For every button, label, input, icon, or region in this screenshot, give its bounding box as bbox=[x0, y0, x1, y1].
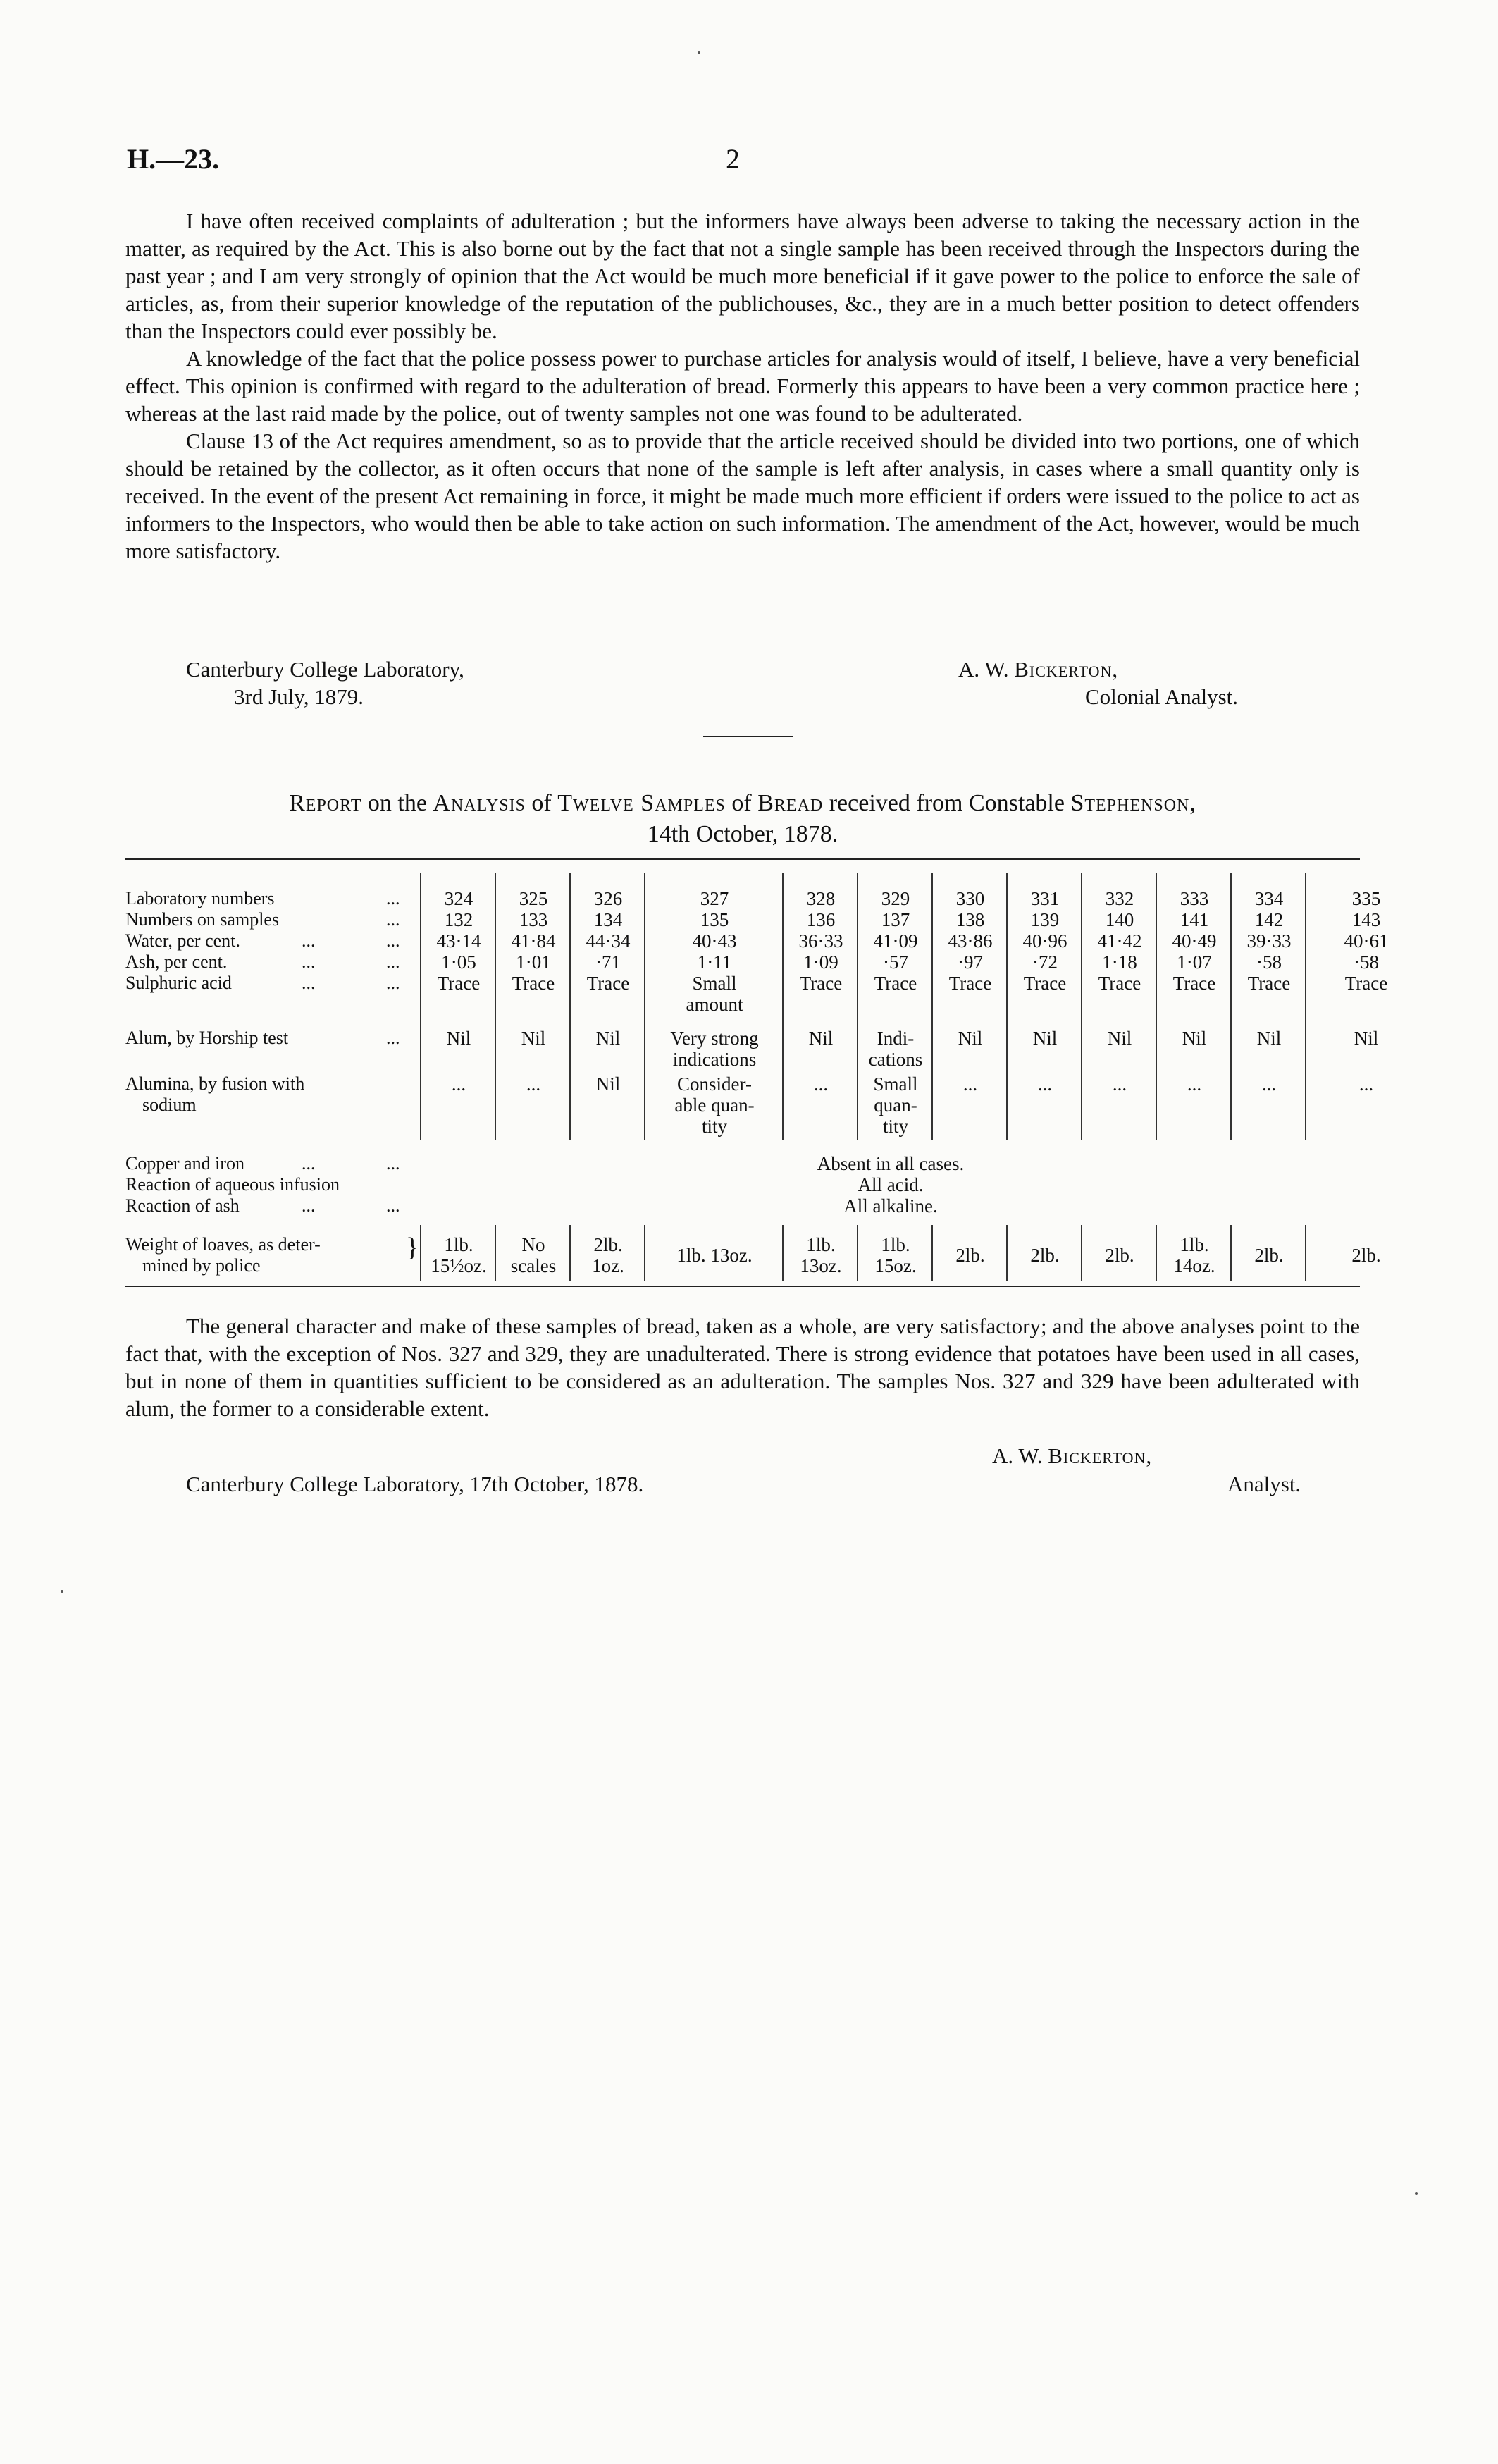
table-cell-sample: 136 bbox=[806, 909, 836, 930]
table-cell-alum: Nil bbox=[958, 1028, 983, 1049]
table-cell-sample: 134 bbox=[593, 909, 623, 930]
row-label-copper: Copper and iron ... ... bbox=[125, 1153, 400, 1174]
table-cell-sulph: Small bbox=[692, 973, 737, 994]
table-cell-weight2: 14oz. bbox=[1173, 1255, 1215, 1276]
table-cell-ash: ·57 bbox=[883, 951, 908, 973]
table-cell-sample: 132 bbox=[444, 909, 473, 930]
table-cell-lab: 334 bbox=[1254, 888, 1284, 909]
table-cell-water: 40·61 bbox=[1344, 930, 1389, 951]
table-cell-lab: 325 bbox=[519, 888, 548, 909]
signature-place: Canterbury College Laboratory, bbox=[186, 657, 464, 682]
table-cell-water: 40·96 bbox=[1022, 930, 1067, 951]
table-cell-water: 44·34 bbox=[586, 930, 631, 951]
table-cell-water: 43·86 bbox=[948, 930, 993, 951]
scan-speck bbox=[698, 51, 700, 54]
table-cell-alumina: Nil bbox=[595, 1073, 621, 1095]
signature2-name: A. W. Bickerton, bbox=[992, 1443, 1153, 1468]
table-cell-weight: 1lb. bbox=[1180, 1234, 1209, 1255]
table-cell-alum: Nil bbox=[446, 1028, 471, 1049]
table-cell-lab: 324 bbox=[444, 888, 473, 909]
table-cell-ash: 1·05 bbox=[441, 951, 476, 973]
table-cell-sample: 139 bbox=[1030, 909, 1060, 930]
table-cell-weight: 2lb. bbox=[1105, 1245, 1134, 1266]
table-cell-alum: Nil bbox=[808, 1028, 834, 1049]
table-cell-alum: Nil bbox=[595, 1028, 621, 1049]
table-cell-sulph: Trace bbox=[437, 973, 481, 994]
table-cell-weight2: 13oz. bbox=[800, 1255, 842, 1276]
table-cell-sulph: Trace bbox=[1172, 973, 1216, 994]
report-title: Report on the Analysis of Twelve Samples of Bread received from Constable Stephenson, 14th October, 1878. bbox=[125, 788, 1360, 850]
table-top-rule bbox=[125, 858, 1360, 860]
table-cell-weight: 2lb. bbox=[1254, 1245, 1284, 1266]
table-cell-lab: 333 bbox=[1180, 888, 1209, 909]
row-label-water: Water, per cent. ... ... bbox=[125, 930, 400, 951]
letter-body bbox=[125, 207, 1360, 565]
table-cell-alumina2: able quan- bbox=[674, 1095, 755, 1116]
table-cell-weight2: 15oz. bbox=[874, 1255, 917, 1276]
paragraph: Clause 13 of the Act requires amendment, so as to provide that the article received should be divided into two portions, one of which should be retained by the collector, as it often occurs that none of the sample is left after analysis, in cases where a small quantity only is received. In the event of the present Act remaining in force, it might be made much more efficient if orders were issued to the police to act as informers to the Inspectors, who would then be able to take action on such information. The amendment of the Act, however, would be much more satisfactory. bbox=[125, 429, 1360, 563]
table-cell-alum2: indications bbox=[672, 1049, 757, 1070]
table-cell-weight: 1lb. bbox=[806, 1234, 836, 1255]
table-cell-water: 39·33 bbox=[1246, 930, 1292, 951]
table-cell-weight: 2lb. bbox=[1030, 1245, 1060, 1266]
table-cell-lab: 328 bbox=[806, 888, 836, 909]
table-cell-sulph: Trace bbox=[1098, 973, 1141, 994]
table-cell-ash: 1·07 bbox=[1177, 951, 1212, 973]
table-cell-lab: 329 bbox=[881, 888, 910, 909]
table-cell-sample: 143 bbox=[1351, 909, 1381, 930]
table-cell-alum: Nil bbox=[1256, 1028, 1282, 1049]
table-cell-lab: 326 bbox=[593, 888, 623, 909]
span-reaction-aqueous: All acid. bbox=[858, 1174, 924, 1195]
row-label-alumina-2: sodium bbox=[142, 1095, 197, 1115]
table-cell-sulph: Trace bbox=[1344, 973, 1388, 994]
row-label-reaction-ash: Reaction of ash ... ... bbox=[125, 1195, 400, 1216]
row-label-alum: Alum, by Horship test ... bbox=[125, 1028, 400, 1048]
table-cell-sample: 135 bbox=[700, 909, 729, 930]
page-number: 2 bbox=[726, 143, 740, 175]
row-label-alumina: Alumina, by fusion with bbox=[125, 1073, 305, 1094]
table-cell-sulph: Trace bbox=[874, 973, 917, 994]
row-label-sulph: Sulphuric acid ... ... bbox=[125, 973, 400, 993]
table-cell-alum: Indi- bbox=[877, 1028, 915, 1049]
table-cell-alumina: ... bbox=[1187, 1073, 1202, 1095]
table-cell-sulph: Trace bbox=[512, 973, 555, 994]
table-cell-alum: Nil bbox=[1354, 1028, 1379, 1049]
document-code: H.—23. bbox=[127, 143, 220, 175]
table-cell-weight2: 15½oz. bbox=[431, 1255, 487, 1276]
table-cell-sample: 133 bbox=[519, 909, 548, 930]
table-cell-ash: 1·09 bbox=[803, 951, 838, 973]
table-cell-lab: 335 bbox=[1351, 888, 1381, 909]
table-cell-water: 41·84 bbox=[511, 930, 556, 951]
table-cell-alum: Nil bbox=[521, 1028, 546, 1049]
table-cell-ash: 1·01 bbox=[516, 951, 551, 973]
table-cell-sulph2: amount bbox=[686, 994, 743, 1015]
row-label-lab: Laboratory numbers ... bbox=[125, 888, 400, 908]
row-label-weight-2: mined by police bbox=[142, 1255, 261, 1276]
table-cell-ash: ·58 bbox=[1256, 951, 1282, 973]
table-cell-weight: 1lb. bbox=[444, 1234, 473, 1255]
table-cell-sulph: Trace bbox=[1247, 973, 1291, 994]
row-label-ash: Ash, per cent. ... ... bbox=[125, 951, 400, 972]
table-cell-water: 41·42 bbox=[1097, 930, 1142, 951]
table-cell-lab: 331 bbox=[1030, 888, 1060, 909]
table-cell-alumina: ... bbox=[451, 1073, 466, 1095]
table-cell-sample: 137 bbox=[881, 909, 910, 930]
table-cell-ash: ·72 bbox=[1032, 951, 1058, 973]
signature2-place-date: Canterbury College Laboratory, 17th October, 1878. bbox=[186, 1472, 644, 1496]
table-cell-alumina2: quan- bbox=[874, 1095, 917, 1116]
table-bottom-rule bbox=[125, 1286, 1360, 1287]
table-cell-weight: 2lb. bbox=[1351, 1245, 1381, 1266]
row-label-samples: Numbers on samples ... bbox=[125, 909, 400, 930]
signature-date: 3rd July, 1879. bbox=[234, 684, 364, 709]
table-cell-sulph: Trace bbox=[799, 973, 843, 994]
table-cell-weight: 2lb. bbox=[593, 1234, 623, 1255]
table-cell-alumina: ... bbox=[962, 1073, 978, 1095]
paragraph: I have often received complaints of adulteration ; but the informers have always been adverse to taking the necessary action in the matter, as required by the Act. This is also borne out by the fact that not a single sample has been received through the Inspectors during the past year ; and I am very strongly of opinion that the Act would be much more beneficial if it gave power to the police to enforce the sale of articles, as, from their superior knowledge of the reputation of the publichouses, &c., they are in a much better position to detect offenders than the Inspectors could ever possibly be. bbox=[125, 209, 1360, 343]
table-cell-alumina: ... bbox=[1358, 1073, 1374, 1095]
table-cell-alumina: ... bbox=[1261, 1073, 1277, 1095]
conclusion-paragraph: The general character and make of these samples of bread, taken as a whole, are very satisfactory; and the above analyses point to the fact that, with the exception of Nos. 327 and 329, they are unadulterated. There is strong evidence that potatoes have been used in all cases, but in none of them in quantities sufficient to be considered as an adulteration. The samples Nos. 327 and 329 have been adulterated with alum, the former to a considerable extent. bbox=[125, 1314, 1360, 1421]
table-cell-ash: ·71 bbox=[595, 951, 621, 973]
table-cell-lab: 332 bbox=[1105, 888, 1134, 909]
table-cell-sample: 140 bbox=[1105, 909, 1134, 930]
table-cell-water: 43·14 bbox=[436, 930, 481, 951]
section-divider bbox=[703, 736, 793, 737]
table-cell-ash: ·97 bbox=[958, 951, 983, 973]
table-cell-sulph: Trace bbox=[586, 973, 630, 994]
scan-speck bbox=[61, 1590, 63, 1593]
table-cell-alumina3: tity bbox=[701, 1116, 727, 1137]
table-cell-ash: 1·11 bbox=[697, 951, 732, 973]
row-label-reaction-aq: Reaction of aqueous infusion bbox=[125, 1174, 340, 1195]
table-cell-sample: 141 bbox=[1180, 909, 1209, 930]
table-cell-sulph: Trace bbox=[948, 973, 992, 994]
table-cell-alum: Nil bbox=[1107, 1028, 1132, 1049]
table-cell-water: 36·33 bbox=[798, 930, 843, 951]
table-cell-alumina: ... bbox=[1037, 1073, 1053, 1095]
table-cell-alumina3: tity bbox=[882, 1116, 908, 1137]
conclusion bbox=[125, 1312, 1360, 1422]
signature-title: Colonial Analyst. bbox=[1085, 684, 1238, 709]
table-cell-sample: 138 bbox=[955, 909, 985, 930]
table-cell-water: 40·49 bbox=[1172, 930, 1217, 951]
table-cell-alum: Very strong bbox=[670, 1028, 759, 1049]
table-cell-alumina: ... bbox=[526, 1073, 541, 1095]
table-cell-weight2: 1oz. bbox=[592, 1255, 624, 1276]
table-cell-alum2: cations bbox=[868, 1049, 923, 1070]
table-cell-alum: Nil bbox=[1032, 1028, 1058, 1049]
table-cell-weight2: scales bbox=[510, 1255, 557, 1276]
span-reaction-ash: All alkaline. bbox=[843, 1195, 938, 1216]
table-cell-lab: 327 bbox=[700, 888, 729, 909]
table-cell-alumina: ... bbox=[1112, 1073, 1127, 1095]
report-date: 14th October, 1878. bbox=[647, 821, 838, 847]
table-cell-ash: ·58 bbox=[1354, 951, 1379, 973]
table-cell-weight: No bbox=[521, 1234, 545, 1255]
table-cell-weight: 2lb. bbox=[955, 1245, 985, 1266]
paragraph: A knowledge of the fact that the police possess power to purchase articles for analysis would of itself, I believe, have a very beneficial effect. This opinion is confirmed with regard to the adulteration of bread. Formerly this appears to have been a very common practice here ; whereas at the last raid made by the police, out of twenty samples not one was found to be adulterated. bbox=[125, 346, 1360, 426]
table-cell-alumina: Consider- bbox=[677, 1073, 752, 1095]
table-cell-sample: 142 bbox=[1254, 909, 1284, 930]
table-cell-alum: Nil bbox=[1182, 1028, 1207, 1049]
scan-speck bbox=[1415, 2192, 1418, 2195]
table-cell-alumina: ... bbox=[813, 1073, 829, 1095]
table-cell-ash: 1·18 bbox=[1102, 951, 1137, 973]
table-cell-water: 40·43 bbox=[692, 930, 737, 951]
table-cell-weight: 1lb. bbox=[881, 1234, 910, 1255]
signature2-title: Analyst. bbox=[1227, 1472, 1301, 1496]
table-cell-alumina: Small bbox=[873, 1073, 918, 1095]
table-cell-lab: 330 bbox=[955, 888, 985, 909]
signature-name: A. W. Bickerton, bbox=[958, 657, 1119, 682]
table-cell-weight: 1lb. 13oz. bbox=[676, 1245, 753, 1266]
table-cell-sulph: Trace bbox=[1023, 973, 1067, 994]
table-cell-water: 41·09 bbox=[873, 930, 918, 951]
row-label-weight: Weight of loaves, as deter- } bbox=[125, 1233, 419, 1262]
span-copper: Absent in all cases. bbox=[817, 1153, 965, 1174]
